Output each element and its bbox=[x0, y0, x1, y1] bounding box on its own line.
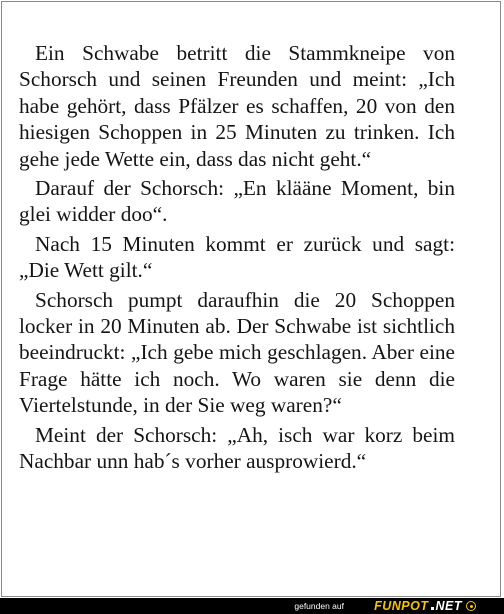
paragraph-punchline: Meint der Schorsch: „Ah, isch war korz beim Nachbar unn hab´s vorher ausprowierd.“ bbox=[19, 422, 455, 474]
footer-caption: gefunden auf bbox=[294, 601, 344, 611]
funpot-logo-link[interactable] bbox=[374, 599, 476, 613]
paragraph-return: Nach 15 Minuten kommt er zurück und sagt: „Die Wett gilt.“ bbox=[19, 231, 455, 283]
story-text bbox=[19, 40, 455, 478]
globe-icon bbox=[466, 601, 476, 611]
paragraph-intro: Ein Schwabe betritt die Stammkneipe von Schorsch und seinen Freunden und meint: „Ich habe gehört, dass Pfälzer es schaffen, 20 von den hiesigen Schoppen in 25 Minuten zu trinken. Ich gehe jede Wette ein, dass das nicht geht.“ bbox=[19, 41, 455, 171]
paragraph-result: Schorsch pumpt daraufhin die 20 Schoppen locker in 20 Minuten ab. Der Schwabe ist sichtlich beeindruckt: „Ich gebe mich geschlagen. Aber eine Frage hätte ich noch. Wo waren sie denn die Viertelstunde, in der Sie weg waren?“ bbox=[19, 287, 455, 418]
logo-text-funpot: FUNPOT bbox=[374, 599, 429, 613]
logo-text-net: NET bbox=[435, 599, 462, 613]
content-frame bbox=[1, 1, 501, 597]
logo-dot bbox=[431, 607, 434, 610]
footer-bar bbox=[0, 598, 504, 614]
paragraph-reply: Darauf der Schorsch: „En klääne Moment, bin glei widder doo“. bbox=[19, 176, 455, 227]
